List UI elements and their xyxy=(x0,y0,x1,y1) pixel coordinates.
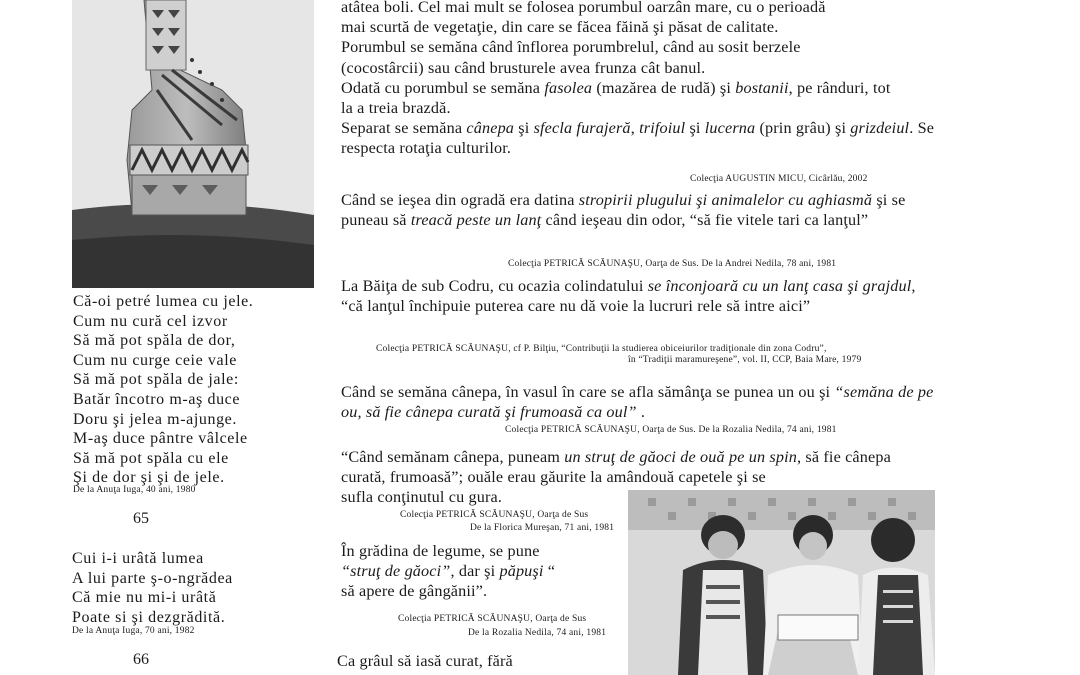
poem-line: Batăr încotro m-aş duce xyxy=(73,390,241,408)
collection-credit: în “Tradiţii maramureşene”, vol. II, CCP, Baia Mare, 1979 xyxy=(628,355,862,365)
poem-line: Cum nu cură cel izvor xyxy=(73,312,228,330)
paragraph-baita: La Băiţa de sub Codru, cu ocazia colindatului se înconjoară cu un lanţ casa şi grajdul, “că lanţul închipuie puterea care nu dă voie la lucruri rele să intre aici” xyxy=(341,277,916,316)
poem-line: Că mie nu mi-i urâtă xyxy=(72,589,217,607)
paragraph-ograda: Când se ieşea din ogradă era datina stropirii plugului şi animalelor cu aghiasmă şi se puneau să treacă peste un lanţ când ieşeau din odor, “să fie vitele tari ca lanţul” xyxy=(341,191,906,230)
poem-line: Să mă pot spăla de dor, xyxy=(73,332,236,350)
collection-credit: Colecţia AUGUSTIN MICU, Cicârlău, 2002 xyxy=(690,174,868,184)
poem-64 xyxy=(73,292,253,488)
poem-line: Să mă pot spăla cu ele xyxy=(73,449,229,467)
poem-number: 66 xyxy=(133,651,149,668)
poem-65 xyxy=(72,549,233,627)
poem-line: Poate si şi dezgrădită. xyxy=(72,608,226,626)
poem-line: A lui parte ş-o-ngrădea xyxy=(72,569,233,587)
collection-credit: Colecţia PETRICĂ SCĂUNAŞU, cf P. Bilţiu, “Contribuţii la studierea obiceiurilor tradiţionale din zona Codru”, xyxy=(376,344,827,354)
paragraph-gradina: În grădina de legume, se pune “struţ de găoci”, dar şi păpuşi “ să apere de gângănii”. xyxy=(341,541,626,602)
paragraph-fasole: Odată cu porumbul se semăna fasolea (mazărea de rudă) şi bostanii, pe rânduri, tot la a treia brazdă. xyxy=(341,78,891,118)
poem-line: Că-oi petré lumea cu jele. xyxy=(73,293,254,310)
poem-line: M-aş duce pântre vâlcele xyxy=(73,430,248,448)
paragraph-ou: Când se semăna cânepa, în vasul în care se afla sămânţa se punea un ou şi “semăna de pe ou, să fie cânepa curată şi frumoasă ca oul” . xyxy=(341,383,934,422)
paragraph-strut: “Când semănam cânepa, puneam un struţ de găoci de ouă pe un spin, să fie cânepa curată, frumoasă”; ouăle erau găurite la amândouă capetele şi se sufla conţinutul cu gura. xyxy=(341,447,923,508)
collection-credit: De la Florica Mureşan, 71 ani, 1981 xyxy=(470,523,615,533)
text-line: mai scurtă de vegetaţie, din care se făcea făină şi păsat de calitate. xyxy=(341,18,779,37)
collection-credit: Colecţia PETRICĂ SCĂUNAŞU, Oarţa de Sus. De la Andrei Nedila, 78 ani, 1981 xyxy=(508,259,837,269)
text-line: atâtea boli. Cel mai mult se folosea porumbul oarzân mare, cu o perioadă xyxy=(341,0,826,16)
poem-source: De la Anuţa Iuga, 40 ani, 1980 xyxy=(73,485,196,495)
folk-costume-photo xyxy=(628,490,935,675)
poem-line: Cum nu curge ceie vale xyxy=(73,351,237,369)
poem-line: Şi de dor şi şi de jele. xyxy=(73,469,225,487)
collection-credit: Colecţia PETRICĂ SCĂUNAŞU, Oarţa de Sus. De la Rozalia Nedila, 74 ani, 1981 xyxy=(505,425,837,435)
text-line: (cocostârcii) sau când brusturele avea frunza cât banul. xyxy=(341,58,706,77)
carved-cross-photo xyxy=(72,0,314,288)
poem-line: Să mă pot spăla de jale: xyxy=(73,371,239,389)
text-line: sufla conţinutul cu gura. xyxy=(341,488,503,507)
text-line: În grădina de legume, se pune xyxy=(341,542,540,560)
poem-line: Cui i-i urâtă lumea xyxy=(72,550,204,567)
poem-line: Doru şi jelea m-ajunge. xyxy=(73,410,237,428)
poem-number: 65 xyxy=(133,510,149,527)
paragraph-porumb xyxy=(341,0,941,159)
paragraph-grau: Ca grâul să iasă curat, fără xyxy=(337,652,513,670)
collection-credit: Colecţia PETRICĂ SCĂUNAŞU, Oarţa de Sus xyxy=(400,510,589,520)
text-line: să apere de gângănii”. xyxy=(341,582,488,601)
poem-source: De la Anuţa Iuga, 70 ani, 1982 xyxy=(72,626,195,636)
text-line: Porumbul se semăna când înflorea porumbrelul, când au sosit berzele xyxy=(341,38,801,57)
paragraph-canepa: Separat se semăna cânepa şi sfecla furajeră, trifoiul şi lucerna (prin grâu) şi grizdeiul. Se respecta rotaţia culturilor. xyxy=(341,119,935,158)
collection-credit: Colecţia PETRICĂ SCĂUNAŞU, Oarţa de Sus xyxy=(398,614,587,624)
collection-credit: De la Rozalia Nedila, 74 ani, 1981 xyxy=(468,628,607,638)
